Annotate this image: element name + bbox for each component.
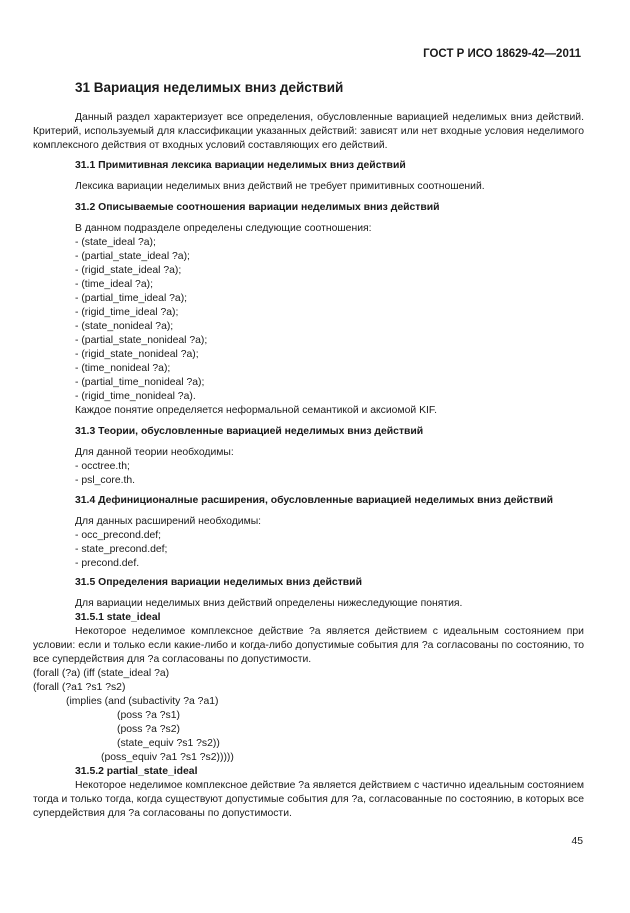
code-line: (forall (?a1 ?s1 ?s2)	[33, 682, 126, 693]
subsection-31-5-1-text: Некоторое неделимое комплексное действие ?a является действием с идеальным состоянием при условии: если и только если какие-либо и когда-либо допустимые события для ?a согласованы по состоянию, то все супердействия для ?a согласованы по допустимости.	[33, 626, 584, 665]
subsection-31-5-1-title: 31.5.1 state_ideal	[75, 612, 161, 623]
subsection-31-5-2-title: 31.5.2 partial_state_ideal	[75, 766, 198, 777]
subsection-31-2-title: 31.2 Описываемые соотношения вариации неделимых вниз действий	[75, 202, 440, 213]
subsection-31-4-title: 31.4 Дефиниционалные расширения, обусловленные вариацией неделимых вниз действий	[75, 495, 553, 506]
list-item: - precond.def.	[75, 558, 140, 569]
code-line: (poss ?a ?s2)	[117, 724, 180, 735]
list-item: - (partial_state_nonideal ?a);	[75, 335, 208, 346]
subsection-31-5-intro: Для вариации неделимых вниз действий определены нижеследующие понятия.	[75, 598, 463, 609]
list-item: - (rigid_state_ideal ?a);	[75, 265, 182, 276]
list-item: - (partial_time_ideal ?a);	[75, 293, 188, 304]
subsection-31-4-intro: Для данных расширений необходимы:	[75, 516, 262, 527]
subsection-31-1-text: Лексика вариации неделимых вниз действий не требует примитивных соотношений.	[75, 181, 485, 192]
list-item: - (rigid_time_ideal ?a);	[75, 307, 179, 318]
list-item: - (rigid_state_nonideal ?a);	[75, 349, 199, 360]
list-item: - (state_ideal ?a);	[75, 237, 156, 248]
code-line: (poss_equiv ?a1 ?s1 ?s2)))))	[101, 752, 234, 763]
intro-paragraph: Данный раздел характеризует все определения, обусловленные вариацией неделимых вниз действий. Критерий, используемый для классификации указанных действий: зависят или нет входные условия неделимого комплексного действия от входных условий составляющих его действий.	[33, 112, 584, 151]
document-header: ГОСТ Р ИСО 18629-42—2011	[423, 48, 581, 60]
code-line: (implies (and (subactivity ?a ?a1)	[66, 696, 219, 707]
theories-list	[75, 446, 234, 488]
extensions-list	[75, 515, 261, 571]
list-item: - (rigid_time_nonideal ?a).	[75, 391, 196, 402]
page-number: 45	[571, 836, 583, 847]
list-item: - (time_ideal ?a);	[75, 279, 153, 290]
list-item: - (partial_state_ideal ?a);	[75, 251, 190, 262]
relations-list	[75, 236, 437, 418]
subsection-31-5-2-text: Некоторое неделимое комплексное действие ?a является действием с частично идеальным состоянием тогда и только тогда, когда существуют допустимые события для ?a, согласованные по состоянию, в которых все супердействия для ?a согласованы по допустимости.	[33, 780, 584, 819]
list-item: - (time_nonideal ?a);	[75, 363, 171, 374]
subsection-31-2-intro: В данном подразделе определены следующие соотношения:	[75, 223, 372, 234]
code-line: (forall (?a) (iff (state_ideal ?a)	[33, 668, 170, 679]
list-item: - occtree.th;	[75, 461, 130, 472]
subsection-31-2-outro: Каждое понятие определяется неформальной семантикой и аксиомой KIF.	[75, 405, 437, 416]
list-item: - state_precond.def;	[75, 544, 168, 555]
list-item: - (state_nonideal ?a);	[75, 321, 174, 332]
subsection-31-3-title: 31.3 Теории, обусловленные вариацией неделимых вниз действий	[75, 426, 424, 437]
section-title: 31 Вариация неделимых вниз действий	[75, 80, 344, 95]
subsection-31-1-title: 31.1 Примитивная лексика вариации неделимых вниз действий	[75, 160, 406, 171]
subsection-31-5-title: 31.5 Определения вариации неделимых вниз действий	[75, 577, 362, 588]
code-line: (poss ?a ?s1)	[117, 710, 180, 721]
code-line: (state_equiv ?s1 ?s2))	[117, 738, 220, 749]
subsection-31-3-intro: Для данной теории необходимы:	[75, 447, 234, 458]
list-item: - psl_core.th.	[75, 475, 136, 486]
list-item: - (partial_time_nonideal ?a);	[75, 377, 205, 388]
kif-axiom-code	[33, 667, 584, 765]
list-item: - occ_precond.def;	[75, 530, 162, 541]
